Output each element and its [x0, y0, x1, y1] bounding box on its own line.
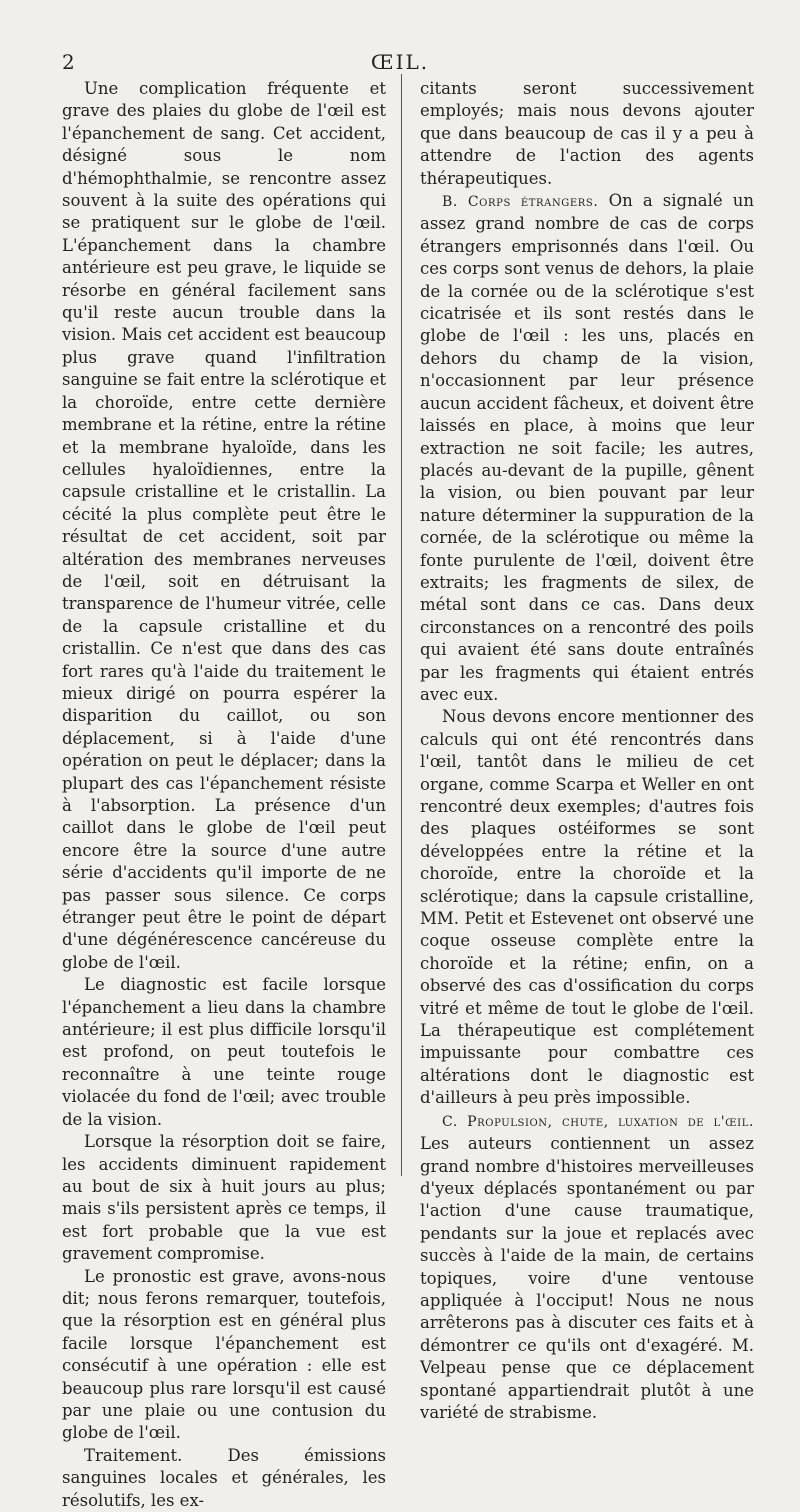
page-number: 2	[62, 50, 75, 74]
paragraph-diagnostic: Le diagnostic est facile lorsque l'épanchement a lieu dans la chambre antérieure; il est plus difficile lorsqu'il est profond, on peut toutefois le reconnaître à une teinte rouge violacée du fond de l'œil; avec trouble de la vision.	[62, 975, 386, 1129]
paragraph-resorption: Lorsque la résorption doit se faire, les accidents diminuent rapidement au bout de six à huit jours au plus; mais s'ils persistent après ce temps, il est fort probable que la vue est gravement compromise.	[62, 1132, 386, 1264]
paragraph-traitement: Traitement. Des émissions sanguines locales et générales, les résolutifs, les ex-	[62, 1445, 386, 1510]
paragraph-corps-etrangers	[420, 190, 754, 706]
left-column	[62, 78, 386, 1512]
paragraph-traitement-continued: citants seront successivement employés; mais nous devons ajouter que dans beaucoup de cas il y a peu à attendre de l'action des agents thérapeutiques.	[420, 79, 754, 188]
right-column	[420, 78, 754, 1424]
section-heading-propulsion: C. Propulsion, chute, luxation de l'œil.	[442, 1113, 754, 1130]
paragraph-corps-etrangers-body: On a signalé un assez grand nombre de cas de corps étrangers emprisonnés dans l'œil. Ou ces corps sont venus de dehors, la plaie de la cornée ou de la sclérotique s'est cicatrisée et ils sont restés dans le globe de l'œil : les uns, placés en dehors du champ de la vision, n'occasionnent par leur présence aucun accident fâcheux, et doivent être laissés en place, à moins que leur extraction ne soit facile; les autres, placés au-devant de la pupille, gênent la vision, ou bien pouvant par leur nature déterminer la suppuration de la cornée, de la sclérotique ou même la fonte purulente de l'œil, doivent être extraits; les fragments de silex, de métal sont dans ce cas. Dans deux circonstances on a rencontré des poils qui avaient été sans doute entraînés par les fragments qui étaient entrés avec eux.	[420, 191, 755, 704]
section-heading-corps-etrangers: B. Corps étrangers.	[442, 194, 599, 211]
paragraph-hemophthalmie: Une complication fréquente et grave des plaies du globe de l'œil est l'épanchement de sang. Cet accident, désigné sous le nom d'hémophthalmie, se rencontre assez souvent à la suite des opérations qui se pratiquent sur le globe de l'œil. L'épanchement dans la chambre antérieure est peu grave, le liquide se résorbe en général facilement sans qu'il reste aucun trouble dans la vision. Mais cet accident est beaucoup plus grave quand l'infiltration sanguine se fait entre la sclérotique et la choroïde, entre cette dernière membrane et la rétine, entre la rétine et la membrane hyaloïde, dans les cellules hyaloïdiennes, entre la capsule cristalline et le cristallin. La cécité la plus complète peut être le résultat de cet accident, soit par altération des membranes nerveuses de l'œil, soit en détruisant la transparence de l'humeur vitrée, celle de la capsule cristalline et du cristallin. Ce n'est que dans des cas fort rares qu'à l'aide du traitement le mieux dirigé on pourra espérer la disparition du caillot, ou son déplacement, si à l'aide d'une opération on peut le déplacer; dans la plupart des cas l'épanchement résiste à l'absorption. La présence d'un caillot dans le globe de l'œil peut encore être la source d'une autre série d'accidents qu'il importe de ne pas passer sous silence. Ce corps étranger peut être le point de départ d'une dégénérescence cancéreuse du globe de l'œil.	[62, 79, 386, 972]
paragraph-propulsion-body: Les auteurs contiennent un assez grand nombre d'histoires merveilleuses d'yeux déplacés spontanément ou par l'action d'une cause traumatique, pendants sur la joue et replacés avec succès à l'aide de la main, de certains topiques, voire d'une ventouse appliquée à l'occiput! Nous ne nous arrêterons pas à discuter ces faits et à démontrer ce qu'ils ont d'exagéré. M. Velpeau pense que ce déplacement spontané appartiendrait plutôt à une variété de strabisme.	[420, 1134, 754, 1422]
paragraph-pronostic: Le pronostic est grave, avons-nous dit; nous ferons remarquer, toutefois, que la résorption est en général plus facile lorsque l'épanchement est consécutif à une opération : elle est beaucoup plus rare lorsqu'il est causé par une plaie ou une contusion du globe de l'œil.	[62, 1266, 386, 1443]
running-head: ŒIL.	[370, 50, 430, 74]
paragraph-propulsion	[420, 1110, 754, 1425]
column-divider	[401, 74, 402, 1176]
paragraph-calculs: Nous devons encore mentionner des calculs qui ont été rencontrés dans l'œil, tantôt dans le milieu de cet organe, comme Scarpa et Weller en ont rencontré deux exemples; d'autres fois des plaques ostéiformes se sont développées entre la rétine et la choroïde, entre la choroïde et la sclérotique; dans la capsule cristalline, MM. Petit et Estevenet ont observé une coque osseuse complète entre la choroïde et la rétine; enfin, on a observé des cas d'ossification du corps vitré et même de tout le globe de l'œil. La thérapeutique est complétement impuissante pour combattre ces altérations dont le diagnostic est d'ailleurs à peu près impossible.	[420, 707, 754, 1108]
